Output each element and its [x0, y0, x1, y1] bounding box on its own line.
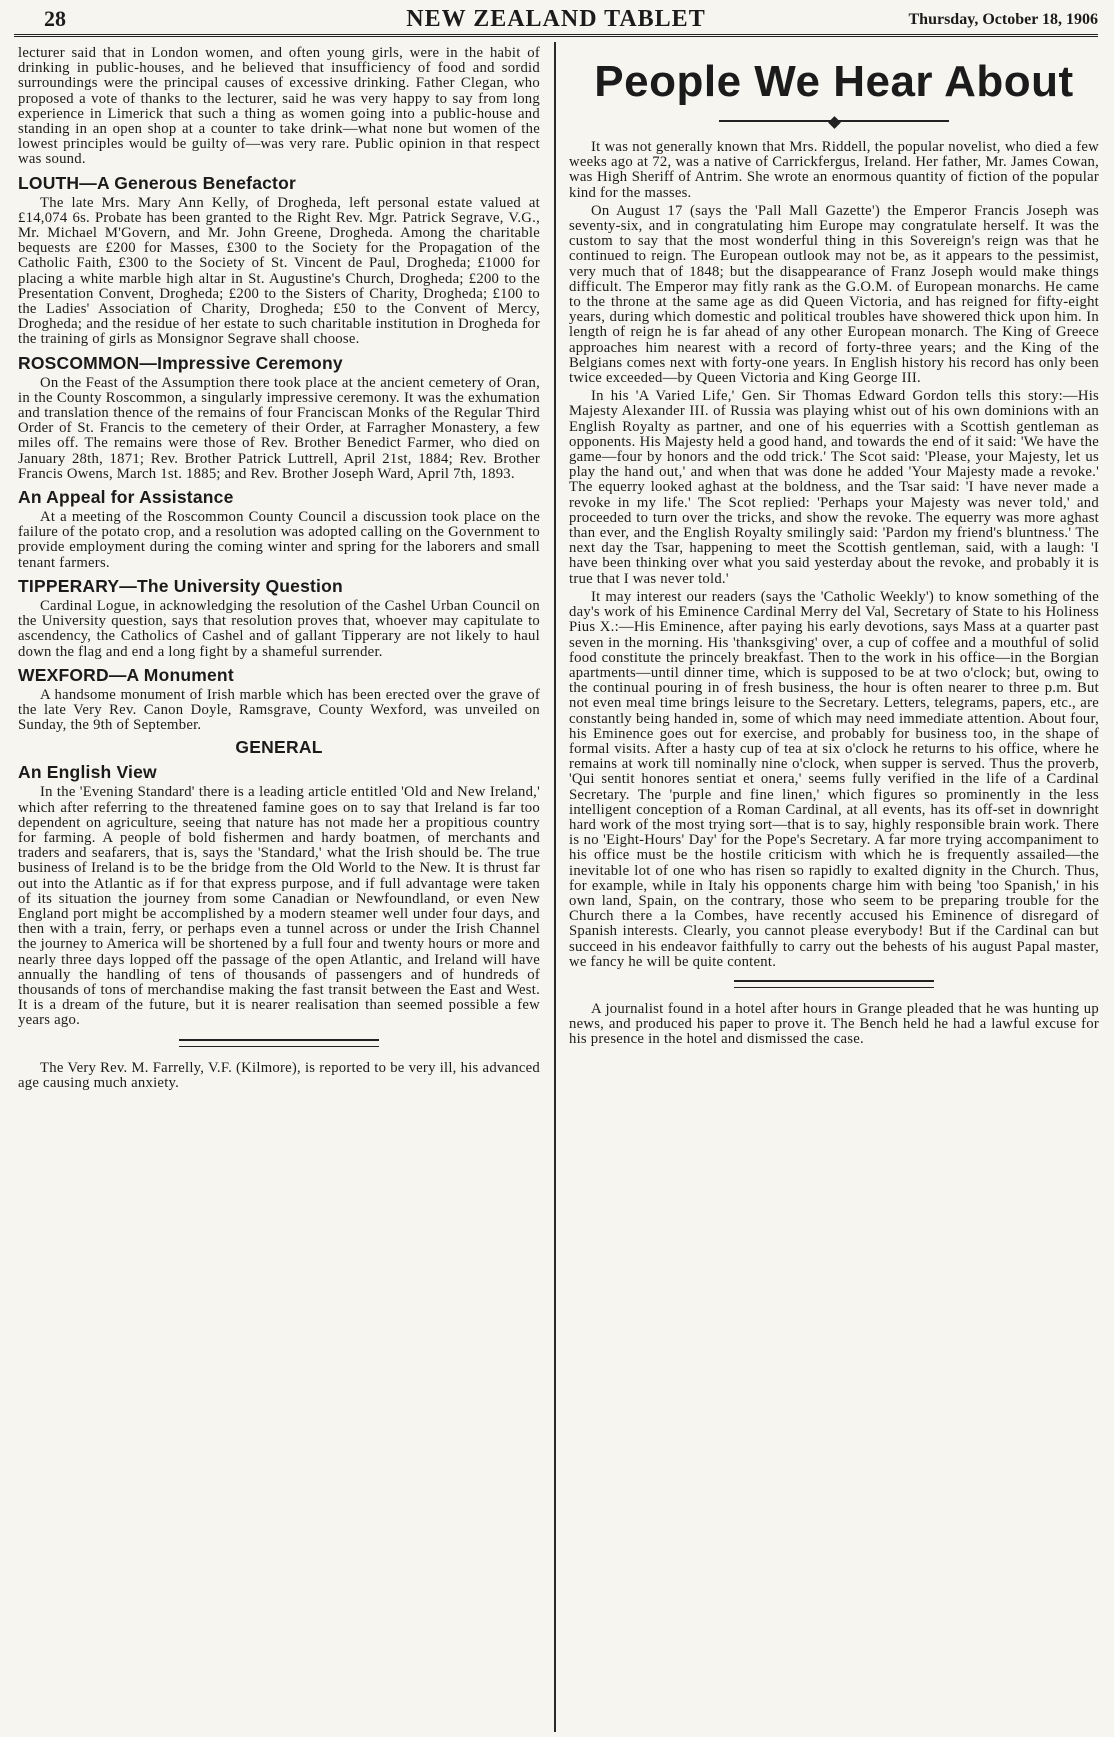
newspaper-title: NEW ZEALAND TABLET [406, 6, 706, 32]
column-divider [554, 42, 556, 1732]
article-paragraph: At a meeting of the Roscommon County Council a discussion took place on the failure of the potato crop, and a resolution was adopted calling on the Government to provide employment during the coming winter and spring for the laborers and small tenant farmers. [18, 509, 540, 571]
page-number: 28 [44, 6, 66, 31]
article-paragraph: Cardinal Logue, in acknowledging the resolution of the Cashel Urban Council on the University question, says that resolution proves that, whoever may capitulate to ascendency, the Catholics of Cashel and of gallant Tipperary are not likely to haul down the flag and end a long fight by a shameful surrender. [18, 597, 540, 660]
section-separator [179, 1039, 379, 1047]
right-column [569, 46, 1099, 1730]
section-heading: TIPPERARY—The University Question [18, 575, 343, 596]
page-header [14, 4, 1098, 37]
left-column [18, 46, 540, 1730]
section-heading: ROSCOMMON—Impressive Ceremony [18, 352, 343, 373]
section-heading: An Appeal for Assistance [18, 487, 234, 508]
issue-date: Thursday, October 18, 1906 [908, 11, 1098, 28]
article-paragraph: It may interest our readers (says the 'Catholic Weekly') to know something of the day's work of his Eminence Cardinal Merry del Val, Secretary of State to his Holiness Pius X.:—His Eminence, after paying his early devotions, says Mass at a quarter past seven in the morning. His 'thanksgiving' over, a cup of coffee and a mouthful of solid food constitute the princely breakfast. Then to the work in his office—in the Borgian apartments—until dinner time, which is supposed to be at two o'clock; but, owing to the continual pouring in of fresh business, the hour is often nearer to three p.m. But not even meal time brings leisure to the Secretary. Letters, telegrams, papers, etc., are constantly being handed in, some of which may need immediate attention. About four, his Eminence goes out for exercise, and probably for business too, in the shape of formal visits. After a hasty cup of tea at six o'clock he returns to his office, where he remains at work till nominally nine o'clock, when supper is served. Thus the proverb, 'Qui sentit honores sentiat et onera,' seems fully verified in the life of a Cardinal Secretary. The 'purple and fine linen,' which figures so prominently in the less intelligent conception of a Roman Cardinal, at all events, has its off-set in downright hard work of the most trying sort—that is to say, highly responsible brain work. There is no 'Eight-Hours' Day' for the Pope's Secretary. A far more trying accompaniment to his office must be the hostile criticism with which he is frequently assailed—the inevitable lot of one who has risen so rapidly to exalted dignity in the Church. Thus, for example, while in Italy his opponents charge him with being 'too Spanish,' in his own land, Spain, on the contrary, those who seem to be preparing trouble for the Church there a la Combes, have recently accused his Eminence of disregard of Spanish interests. Clearly, you cannot please everybody! But if the Cardinal can but succeed in his endeavor faithfully to carry out the behests of his august Papal master, we fancy he will be quite content. [569, 588, 1099, 970]
article-paragraph: In his 'A Varied Life,' Gen. Sir Thomas Edward Gordon tells this story:—His Majesty Alexander III. of Russia was playing whist out of his own dominions with an English Royalty as partner, and one of his equerries with a Scottish gentleman as opponents. His Majesty held a good hand, and towards the end of it said: 'We have the game—four by honors and the odd trick.' The Scot said: 'Please, your Majesty, let us play the hand out,' and when that was done he added 'Your Majesty made a revoke.' The equerry looked aghast at the boldness, and the Tsar said: 'I have never made a revoke in my life.' The Scot replied: 'Perhaps your Majesty was never told,' and proceeded to turn over the tricks, and show the revoke. The equerry was more aghast than ever, and the English Royalty smilingly said: 'Pardon my friend's bluntness.' The next day the Tsar, happening to meet the Scottish gentleman, said, with a laugh: 'I have been thinking over what you said yesterday about the revoke, and probably it is true that I was never told.' [569, 388, 1099, 587]
diamond-ornament-icon [828, 116, 841, 129]
feature-title: People We Hear About [594, 57, 1074, 106]
article-paragraph: A journalist found in a hotel after hours in Grange pleaded that he was hunting up news, and produced his paper to prove it. The Bench held he had a lawful excuse for his presence in the hotel and dismissed the case. [569, 1000, 1099, 1048]
article-paragraph: On the Feast of the Assumption there took place at the ancient cemetery of Oran, in the County Roscommon, a singularly impressive ceremony. It was the exhumation and translation thence of the remains of four Franciscan Monks of the Regular Third Order of St. Francis to the cemetery of their Order, at Farragher Monastery, a few miles off. The remains were those of Rev. Brother Benedict Farmer, who died on January 28th, 1871; Rev. Brother Patrick Luttrell, April 21st, 1884; Rev. Brother Francis Owens, March 1st. 1885; and Rev. Brother Joseph Ward, April 7th, 1893. [18, 374, 540, 482]
general-heading: GENERAL [235, 737, 323, 758]
article-paragraph: The late Mrs. Mary Ann Kelly, of Drogheda, left personal estate valued at £14,074 6s. Probate has been granted to the Right Rev. Mgr. Patrick Segrave, V.G., Mr. Michael M'Govern, and Mr. John Greene, Drogheda. Among the charitable bequests are £200 for Masses, £300 to the Society for the Propagation of the Catholic Faith, £300 to the Society of St. Vincent de Paul, Drogheda; £1000 for placing a white marble high altar in St. Augustine's Church, Drogheda; £200 to the Presentation Convent, Drogheda; £200 to the Sisters of Charity, Drogheda; £100 to the Ladies' Association of Charity, Drogheda; £50 to the Convent of Mercy, Drogheda; and the residue of her estate to such charitable institution in Drogheda for the training of girls as Monsignor Segrave shall choose. [18, 194, 540, 348]
article-paragraph: A handsome monument of Irish marble which has been erected over the grave of the late Very Rev. Canon Doyle, Ramsgrave, County Wexford, was unveiled on Sunday, the 9th of September. [18, 686, 540, 734]
section-heading: An English View [18, 762, 157, 783]
article-paragraph: lecturer said that in London women, and often young girls, were in the habit of drinking in public-houses, and he believed that insufficiency of food and sordid surroundings were the principal causes of excessive drinking. Father Clegan, who proposed a vote of thanks to the lecturer, said he was very happy to say from long experience in Limerick that such a thing as women going into a public-house and standing in an open shop at a counter to take drink—what none but women of the lowest principles would be guilty of—was very rare. Public opinion in that respect was sound. [18, 46, 540, 168]
title-ornament [569, 114, 1099, 128]
article-paragraph: The Very Rev. M. Farrelly, V.F. (Kilmore), is reported to be very ill, his advanced age causing much anxiety. [18, 1059, 540, 1091]
article-paragraph: It was not generally known that Mrs. Riddell, the popular novelist, who died a few weeks ago at 72, was a native of Carrickfergus, Ireland. Her father, Mr. James Cowan, was High Sheriff of Antrim. She wrote an enormous quantity of fiction of the popular kind for the masses. [569, 139, 1099, 201]
section-heading: WEXFORD—A Monument [18, 664, 234, 685]
section-heading: LOUTH—A Generous Benefactor [18, 172, 296, 193]
section-separator [734, 980, 934, 988]
article-paragraph: On August 17 (says the 'Pall Mall Gazette') the Emperor Francis Joseph was seventy-six, and in congratulating him Europe may congratulate herself. It was the custom to say that the most wonderful thing in this Sovereign's reign was that he continued to reign. The European outlook may not be, as it appears to the pessimist, very much that of 1848; but the disappearance of Franz Joseph would make things difficult. The Emperor may fitly rank as the G.O.M. of European monarchs. He came to the throne at the same age as did Queen Victoria, and has reigned for fifty-eight years, during which domestic and political troubles have showered thick upon him. In length of reign he is far ahead of any other European monarch. The King of Greece approaches him nearest with a record of forty-three years; and the King of the Belgians comes next with forty-one years. In English history his record has only been twice exceeded—by Queen Victoria and King George III. [569, 202, 1099, 387]
article-paragraph: In the 'Evening Standard' there is a leading article entitled 'Old and New Ireland,' which after referring to the threatened famine goes on to say that Ireland is far too dependent on agriculture, seeing that nature has not made her a propitious country for farming. A people of bold fishermen and hardy boatmen, of merchants and traders and seafarers, that is, says the 'Standard,' what the Irish should be. The true business of Ireland is to be the bridge from the Old World to the New. It is thrust far out into the Atlantic as if for that express purpose, and if full advantage were taken of its situation the journey from some Canadian or Newfoundland, or even New England port might be accomplished by a modern steamer well under four days, and then with a train, ferry, or perhaps even a tunnel across or under the Irish Channel the journey to America will be shortened by a full four and twenty hours or more and nearly three days lopped off the passage of the open Atlantic, and Ireland will have annually the handling of tens of thousands of passengers and of hundreds of thousands of tons of merchandise making the fast transit between the East and West. It is a dream of the future, but it is nearer realisation than seemed possible a few years ago. [18, 784, 540, 1029]
